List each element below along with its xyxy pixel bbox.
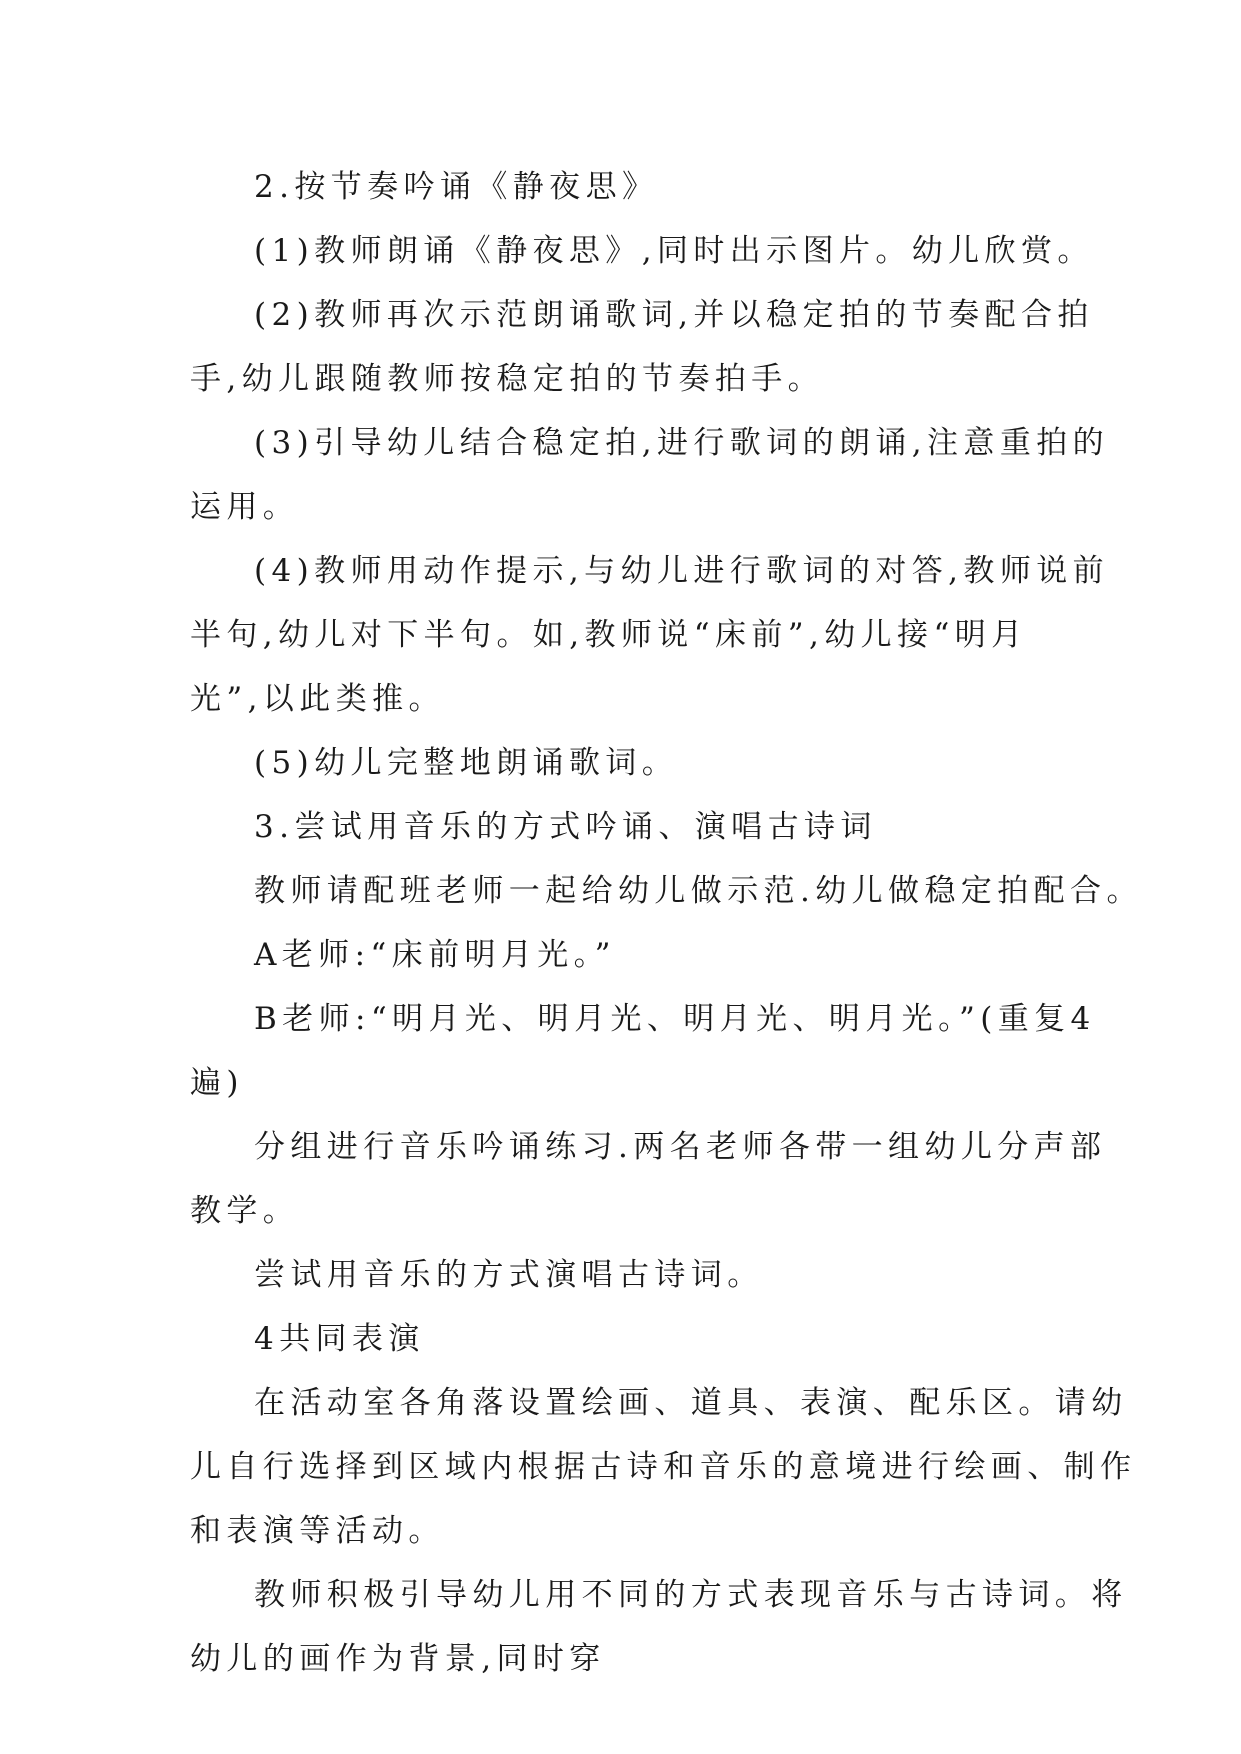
- text-line: 手,幼儿跟随教师按稳定拍的节奏拍手。: [190, 361, 825, 397]
- section-heading-2: 2.按节奏吟诵《静夜思》: [254, 169, 659, 205]
- text-line: (2)教师再次示范朗诵歌词,并以稳定拍的节奏配合拍: [254, 297, 1094, 333]
- document-body: [190, 155, 1143, 1691]
- text-line: 幼儿的画作为背景,同时穿: [190, 1641, 606, 1677]
- text-line: 教师积极引导幼儿用不同的方式表现音乐与古诗词。将: [254, 1577, 1128, 1613]
- text-line: A老师:“床前明月光。”: [254, 937, 616, 973]
- text-line: 在活动室各角落设置绘画、道具、表演、配乐区。请幼: [254, 1385, 1128, 1421]
- text-line: 儿自行选择到区域内根据古诗和音乐的意境进行绘画、制作: [190, 1449, 1137, 1485]
- text-line: 分组进行音乐吟诵练习.两名老师各带一组幼儿分声部: [254, 1129, 1107, 1165]
- text-line: (1)教师朗诵《静夜思》,同时出示图片。幼儿欣赏。: [254, 233, 1094, 269]
- text-line: (4)教师用动作提示,与幼儿进行歌词的对答,教师说前: [254, 553, 1110, 589]
- text-line: B老师:“明月光、明月光、明月光、明月光。”(重复4: [254, 1001, 1096, 1037]
- text-line: 和表演等活动。: [190, 1513, 445, 1549]
- text-line: 光”,以此类推。: [190, 681, 445, 717]
- text-line: 运用。: [190, 489, 300, 525]
- text-line: 教师请配班老师一起给幼儿做示范.幼儿做稳定拍配合。: [254, 873, 1143, 909]
- text-line: (3)引导幼儿结合稳定拍,进行歌词的朗诵,注意重拍的: [254, 425, 1110, 461]
- section-heading-4: 4共同表演: [254, 1321, 425, 1357]
- section-heading-3: 3.尝试用音乐的方式吟诵、演唱古诗词: [254, 809, 877, 845]
- text-line: 尝试用音乐的方式演唱古诗词。: [254, 1257, 764, 1293]
- text-line: 教学。: [190, 1193, 300, 1229]
- text-line: (5)幼儿完整地朗诵歌词。: [254, 745, 679, 781]
- text-line: 遍): [190, 1065, 244, 1101]
- text-line: 半句,幼儿对下半句。如,教师说“床前”,幼儿接“明月: [190, 617, 1028, 653]
